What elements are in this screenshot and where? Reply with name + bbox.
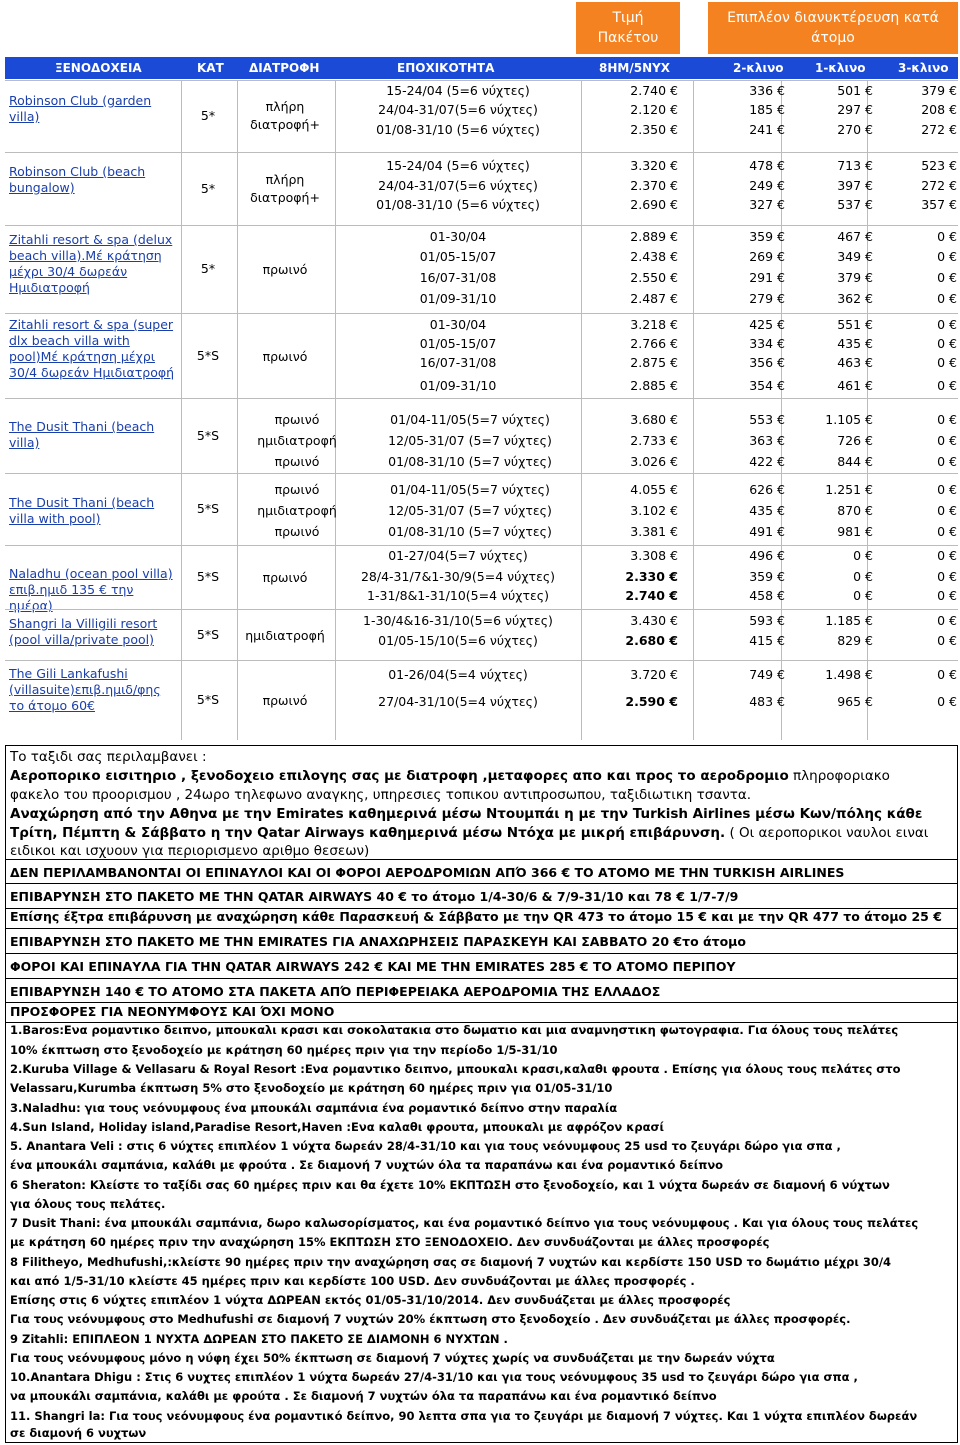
table-row — [5, 102, 958, 121]
row-single-price: 726 € — [837, 433, 873, 448]
table-row — [5, 229, 958, 248]
row-package-price: 3.102 € — [630, 503, 678, 518]
row-season: 27/04-31/10(5=4 νύχτες) — [378, 694, 538, 709]
offer-line: Velassaru,Kurumba έκπτωση 5% στο ξενοδοχείο με κράτηση 60 ημέρες πριν για 01/05-31/10 — [10, 1081, 613, 1095]
row-season: 12/05-31/07 (5=7 νύχτες) — [388, 433, 552, 448]
row-double-price: 359 € — [749, 229, 785, 244]
header-season: ΕΠΟΧΙΚΟΤΗΤΑ — [397, 61, 495, 75]
row-triple-price: 0 € — [937, 355, 957, 370]
row-double-price: 359 € — [749, 569, 785, 584]
row-package-price: 3.430 € — [630, 613, 678, 628]
row-single-price: 1.105 € — [825, 412, 873, 427]
row-package-price: 2.740 € — [625, 588, 678, 603]
info-fares-note-2: ειδικοι και ισχυουν για περιορισμενο αριθμο θεσεων) — [10, 843, 370, 859]
row-season: 01/05-15/07 — [419, 249, 497, 264]
offers-title: ΠΡΟΣΦΟΡΕΣ ΓΙΑ ΝΕΟΝΥΜΦΟΥΣ ΚΑΙ ΌΧΙ ΜΟΝΟ — [10, 1004, 335, 1019]
table-row — [5, 270, 958, 289]
row-triple-price: 0 € — [937, 667, 957, 682]
offer-line: να μπουκάλι σαμπάνια, καλάθι με φρούτα . Σε διαμονή 7 νυχτών όλα τα παραπάνω και ένα ρομαντικό δείπνο — [10, 1389, 717, 1403]
row-season: 12/05-31/07 (5=7 νύχτες) — [388, 503, 552, 518]
note-emirates-surcharge: ΕΠΙΒΑΡΥΝΣΗ ΣΤΟ ΠΑΚΕΤΟ ΜΕ ΤΗΝ EMIRATES ΓΙΑ ΑΝΑΧΩΡΗΣΕΙΣ ΠΑΡΑΣΚΕΥΗ ΚΑΙ ΣΑΒΒΑΤΟ 20 €το άτομο — [10, 934, 746, 949]
row-single-price: 965 € — [837, 694, 873, 709]
table-row — [5, 83, 958, 102]
info-fares-note: ( Οι αεροπορικοι ναυλοι ειναι — [725, 825, 929, 841]
hotel-name-link[interactable]: Shangri la Villigili resort (pool villa/private pool) — [9, 616, 158, 647]
row-single-price: 362 € — [837, 291, 873, 306]
hotel-name-link[interactable]: Zitahli resort & spa (delux beach villa).Μέ κράτηση μέχρι 30/4 δωρεάν Ημιδιατροφή — [9, 232, 173, 295]
row-season: 01/05-15/10(5=6 νύχτες) — [378, 633, 538, 648]
table-row — [5, 378, 958, 397]
hotel-group — [5, 80, 958, 153]
hotel-name-link[interactable]: The Gili Lankafushi (villasuite)επιβ.ημιδ/φης το άτομο 60€ — [9, 666, 161, 713]
row-single-price: 0 € — [853, 569, 873, 584]
row-season: 16/07-31/08 — [419, 355, 497, 370]
hotel-board: πρωινό — [262, 262, 308, 277]
row-single-price: 537 € — [837, 197, 873, 212]
row-single-price: 981 € — [837, 524, 873, 539]
hotel-name-link[interactable]: Robinson Club (garden villa) — [9, 93, 152, 124]
row-season: 01-30/04 — [429, 229, 487, 244]
row-triple-price: 0 € — [937, 503, 957, 518]
row-board: πρωινό — [274, 412, 320, 427]
row-triple-price: 0 € — [937, 524, 957, 539]
note-regional: ΕΠΙΒΑΡΥΝΣΗ 140 € ΤΟ ΑΤΟΜΟ ΣΤΑ ΠΑΚΕΤΑ ΑΠΌ ΠΕΡΙΦΕΡΕΙΑΚΑ ΑΕΡΟΔΡΟΜΙΑ ΤΗΣ ΕΛΛΑΔΟΣ — [10, 984, 661, 999]
offer-line: 7 Dusit Thani: ένα μπουκάλι σαμπάνια, δωρο καλωσορίσματος, και ένα ρομαντικό δείπνο για τους νεόνυμφους . Και για όλους τους πελάτες — [10, 1216, 919, 1230]
hotel-group — [5, 313, 958, 399]
row-season: 1-31/8&1-31/10(5=4 νύχτες) — [367, 588, 549, 603]
row-triple-price: 0 € — [937, 229, 957, 244]
hotel-category: 5* — [200, 180, 216, 196]
hotel-board: πλήρη διατροφή+ — [250, 171, 320, 205]
row-triple-price: 0 € — [937, 317, 957, 332]
row-triple-price: 208 € — [921, 102, 957, 117]
info-departure-2 — [10, 825, 928, 841]
row-double-price: 356 € — [749, 355, 785, 370]
row-single-price: 379 € — [837, 270, 873, 285]
row-package-price: 2.438 € — [630, 249, 678, 264]
row-double-price: 491 € — [749, 524, 785, 539]
row-double-price: 354 € — [749, 378, 785, 393]
row-double-price: 553 € — [749, 412, 785, 427]
header-board: ΔΙΑΤΡΟΦΗ — [249, 61, 320, 75]
offer-line: ένα μπουκάλι σαμπάνια, καλάθι με φρούτα . Σε διαμονή 7 νυχτών όλα τα παραπάνω και ένα ρομαντικό δείπνο — [10, 1158, 724, 1172]
row-double-price: 291 € — [749, 270, 785, 285]
row-package-price: 3.381 € — [630, 524, 678, 539]
hotel-group — [5, 609, 958, 661]
hotel-name-link[interactable]: Zitahli resort & spa (super dlx beach villa with pool)Μέ κράτηση μέχρι 30/4 δωρεάν Ημιδιατροφή — [9, 317, 175, 380]
row-package-price: 2.875 € — [630, 355, 678, 370]
row-season: 24/04-31/07(5=6 νύχτες) — [378, 178, 538, 193]
row-double-price: 626 € — [749, 482, 785, 497]
row-triple-price: 0 € — [937, 378, 957, 393]
row-triple-price: 0 € — [937, 588, 957, 603]
row-double-price: 241 € — [749, 122, 785, 137]
row-single-price: 1.185 € — [825, 613, 873, 628]
row-double-price: 496 € — [749, 548, 785, 563]
info-intro: Το ταξιδι σας περιλαμβανει : — [10, 749, 207, 765]
row-double-price: 425 € — [749, 317, 785, 332]
hotel-category: 5* — [200, 108, 216, 123]
row-single-price: 1.498 € — [825, 667, 873, 682]
row-triple-price: 0 € — [937, 270, 957, 285]
table-row — [5, 588, 958, 607]
info-includes — [10, 768, 890, 784]
row-season: 01-26/04(5=4 νύχτες) — [388, 667, 528, 682]
row-season: 01/09-31/10 — [419, 291, 497, 306]
hotel-board: πρωινό — [262, 570, 308, 585]
row-package-price: 2.487 € — [630, 291, 678, 306]
row-single-price: 844 € — [837, 454, 873, 469]
hotel-group — [5, 545, 958, 613]
row-triple-price: 0 € — [937, 291, 957, 306]
row-double-price: 458 € — [749, 588, 785, 603]
table-header — [5, 57, 958, 79]
row-triple-price: 0 € — [937, 548, 957, 563]
row-board: πρωινό — [274, 454, 320, 469]
row-triple-price: 0 € — [937, 694, 957, 709]
row-single-price: 435 € — [837, 336, 873, 351]
table-row — [5, 569, 958, 588]
offer-line: 2.Kuruba Village & Vellasaru & Royal Resort :Ενα ρομαντικο δειπνο, μπουκαλι κρασι,καλαθι φρουτα . Επίσης για όλους τους πελάτες στο — [10, 1062, 901, 1076]
row-package-price: 2.120 € — [630, 102, 678, 117]
hotel-category: 5*S — [196, 569, 220, 584]
hotel-name-link[interactable]: Robinson Club (beach bungalow) — [9, 164, 146, 195]
extra-night-label-2: άτομο — [811, 30, 855, 46]
row-single-price: 713 € — [837, 158, 873, 173]
row-package-price: 3.308 € — [630, 548, 678, 563]
divider — [6, 953, 957, 954]
table-row — [5, 482, 958, 501]
row-double-price: 593 € — [749, 613, 785, 628]
row-single-price: 551 € — [837, 317, 873, 332]
table-row — [5, 249, 958, 268]
divider — [6, 883, 957, 884]
table-row — [5, 178, 958, 197]
row-season: 01/08-31/10 (5=7 νύχτες) — [388, 454, 552, 469]
row-double-price: 336 € — [749, 83, 785, 98]
hotel-board: πρωινό — [262, 348, 308, 364]
hotel-group — [5, 152, 958, 226]
header-category: ΚΑΤ — [197, 61, 224, 75]
row-triple-price: 272 € — [921, 178, 957, 193]
table-row — [5, 633, 958, 652]
offer-line: Για τους νεόνυμφους στο Medhufushi σε διαμονή 7 νυχτών 20% έκπτωση στο ξενοδοχείο . Δεν συνδυάζεται με άλλες προσφορές. — [10, 1312, 851, 1326]
row-double-price: 249 € — [749, 178, 785, 193]
row-package-price: 3.680 € — [630, 412, 678, 427]
hotel-category: 5* — [200, 261, 216, 276]
info-includes-main: Αεροπορικο εισιτηριο , ξενοδοχειο επιλογης σας με διατροφη ,μεταφορες απο και προς το αεροδρομιο — [10, 768, 789, 784]
row-double-price: 749 € — [749, 667, 785, 682]
row-season: 28/4-31/7&1-30/9(5=4 νύχτες) — [360, 569, 556, 584]
row-triple-price: 0 € — [937, 412, 957, 427]
row-triple-price: 0 € — [937, 249, 957, 264]
row-single-price: 1.251 € — [825, 482, 873, 497]
row-double-price: 363 € — [749, 433, 785, 448]
table-row — [5, 412, 958, 431]
row-package-price: 3.320 € — [630, 158, 678, 173]
row-triple-price: 0 € — [937, 613, 957, 628]
hotel-name-link[interactable]: The Dusit Thani (beach villa) — [9, 419, 155, 450]
info-includes-extra: πληροφοριακο — [788, 768, 890, 784]
header-hotels: ΞΕΝΟΔΟΧΕΙΑ — [55, 61, 142, 75]
row-package-price: 3.218 € — [630, 317, 678, 332]
table-row — [5, 548, 958, 567]
row-season: 16/07-31/08 — [419, 270, 497, 285]
row-package-price: 2.740 € — [630, 83, 678, 98]
table-row — [5, 317, 958, 336]
hotel-category: 5*S — [196, 626, 220, 642]
top-bar — [0, 0, 960, 56]
row-double-price: 478 € — [749, 158, 785, 173]
hotel-category: 5*S — [196, 501, 220, 516]
row-single-price: 270 € — [837, 122, 873, 137]
offer-line: Επίσης στις 6 νύχτες επιπλέον 1 νύχτα ΔΩΡΕΑΝ εκτός 01/05-31/10/2014. Δεν συνδυάζεται με άλλες προσφορές — [10, 1293, 731, 1307]
extra-night-label-1: Επιπλέον διανυκτέρευση κατά — [727, 10, 939, 26]
offer-line: Για τους νεόνυμφους μόνο η νύφη έχει 50% έκπτωση σε διαμονή 7 νύχτες χωρίς να συνδυάζεται με την δωρεάν νύχτα — [10, 1351, 775, 1365]
hotel-board: ημιδιατροφή — [245, 627, 325, 643]
row-package-price: 2.885 € — [630, 378, 678, 393]
package-price-header — [576, 2, 680, 54]
row-package-price: 2.350 € — [630, 122, 678, 137]
package-price-label-2: Πακέτου — [597, 30, 659, 46]
row-triple-price: 0 € — [937, 433, 957, 448]
row-single-price: 0 € — [853, 588, 873, 603]
row-single-price: 397 € — [837, 178, 873, 193]
table-row — [5, 691, 958, 713]
table-row — [5, 524, 958, 543]
row-double-price: 185 € — [749, 102, 785, 117]
row-single-price: 0 € — [853, 548, 873, 563]
hotel-category: 5*S — [196, 347, 220, 363]
hotel-group — [5, 473, 958, 546]
offer-line: 1.Baros:Ενα ρομαντικο δειπνο, μπουκαλι κρασι και σοκολατακια στο δωματιο και μια αναμνηστικη φωτογραφια. Για όλους τους πελάτες — [10, 1023, 899, 1037]
row-package-price: 3.720 € — [630, 667, 678, 682]
row-package-price: 2.680 € — [625, 633, 678, 648]
row-package-price: 2.889 € — [630, 229, 678, 244]
row-package-price: 2.690 € — [630, 197, 678, 212]
row-double-price: 483 € — [749, 694, 785, 709]
row-single-price: 467 € — [837, 229, 873, 244]
row-package-price: 2.330 € — [625, 569, 678, 584]
hotel-name-link[interactable]: Naladhu (ocean pool villa) επιβ.ημιδ 135 € την ημέρα) — [9, 566, 173, 613]
row-single-price: 870 € — [837, 503, 873, 518]
hotel-category: 5*S — [196, 427, 220, 443]
row-triple-price: 0 € — [937, 633, 957, 648]
offer-line: 6 Sheraton: Κλείστε το ταξίδι σας 60 ημέρες πριν και θα έχετε 10% ΕΚΠΤΩΣΗ στο ξενοδοχείο, και 1 νύχτα δωρεάν σε διαμονή 6 νύχτων — [10, 1178, 890, 1192]
row-double-price: 327 € — [749, 197, 785, 212]
row-package-price: 2.370 € — [630, 178, 678, 193]
row-season: 01/08-31/10 (5=6 νύχτες) — [376, 197, 540, 212]
offer-line: 10% έκπτωση στο ξενοδοχείο με κράτηση 60 ημέρες πριν για την περίοδο 1/5-31/10 — [10, 1043, 558, 1057]
offer-line: 8 Filitheyo, Medhufushi,:κλείστε 90 ημέρες πριν την αναχώρηση σας σε διαμονή 7 νυχτών και κερδίστε 150 USD το δωμάτιο μέχρι 30/4 — [10, 1255, 892, 1269]
row-triple-price: 0 € — [937, 454, 957, 469]
row-season: 01/09-31/10 — [419, 378, 497, 393]
offer-line: 9 Zitahli: ΕΠΙΠΛΕΟΝ 1 ΝΥΧΤΑ ΔΩΡΕΑΝ ΣΤΟ ΠΑΚΕΤΟ ΣΕ ΔΙΑΜΟΝΗ 6 ΝΥΧΤΩΝ . — [10, 1332, 508, 1346]
offer-line: 10.Anantara Dhigu : Στις 6 νυχτες επιπλέον 1 νύχτα δωρεάν 27/4-31/10 και για τους νεόνυμφους 35 usd το ζευγάρι δώρο για σπα , — [10, 1370, 858, 1384]
table-row — [5, 122, 958, 141]
row-triple-price: 272 € — [921, 122, 957, 137]
info-departure-days: Τρίτη, Πέμπτη & Σάββατο η την Qatar Airways καθημερινά μέσω Ντόχα με μικρή επιβάρυνση. — [10, 825, 726, 841]
header-double: 2-κλινο — [733, 61, 784, 75]
row-double-price: 269 € — [749, 249, 785, 264]
row-double-price: 415 € — [749, 633, 785, 648]
row-single-price: 463 € — [837, 355, 873, 370]
row-package-price: 2.590 € — [625, 694, 678, 709]
row-package-price: 3.026 € — [630, 454, 678, 469]
row-season: 01/04-11/05(5=7 νύχτες) — [390, 482, 550, 497]
hotel-category: 5*S — [196, 691, 220, 707]
note-taxes-turkish: ΔΕΝ ΠΕΡΙΛΑΜΒΑΝΟΝΤΑΙ ΟΙ ΕΠΙΝΑΥΛΟΙ ΚΑΙ ΟΙ ΦΟΡΟΙ ΑΕΡΟΔΡΟΜΙΩΝ ΑΠΌ 366 € ΤΟ ΑΤΟΜΟ ΜΕ ΤΗΝ TURKISH AIRLINES — [10, 865, 845, 880]
row-triple-price: 379 € — [921, 83, 957, 98]
row-single-price: 829 € — [837, 633, 873, 648]
package-price-label-1: Τιμή — [612, 10, 644, 26]
row-package-price: 4.055 € — [630, 482, 678, 497]
row-board: ημιδιατροφή — [257, 503, 337, 518]
row-triple-price: 523 € — [921, 158, 957, 173]
hotel-group — [5, 660, 958, 740]
row-double-price: 435 € — [749, 503, 785, 518]
note-taxes: ΦΟΡΟΙ ΚΑΙ ΕΠΙΝΑΥΛΑ ΓΙΑ ΤΗΝ QATAR AIRWAYS 242 € ΚΑΙ ΜΕ ΤΗΝ EMIRATES 285 € ΤΟ ΑΤΟΜΟ ΠΕΡΙΠΟΥ — [10, 959, 736, 974]
table-row — [5, 336, 958, 355]
offer-line: σε διαμονή 6 νυχτων — [10, 1426, 147, 1440]
hotel-board: πρωινό — [262, 692, 308, 708]
offer-line: 11. Shangri la: Για τους νεόνυμφους ένα ρομαντικό δείπνο, 90 λεπτα σπα για το ζευγάρι με διαμονή 7 νύχτες. Και 1 νύχτα επιπλέον δωρεάν — [10, 1409, 918, 1423]
row-season: 15-24/04 (5=6 νύχτες) — [386, 83, 530, 98]
row-single-price: 501 € — [837, 83, 873, 98]
offer-line: και από 1/5-31/10 κλείστε 45 ημέρες πριν και κερδίστε 100 USD. Δεν συνδυάζονται με άλλες προσφορές . — [10, 1274, 695, 1288]
offer-line: με κράτηση 60 ημέρες πριν την αναχώρηση 15% ΕΚΠΤΩΣΗ ΣΤΟ ΞΕΝΟΔΟΧΕΙΟ. Δεν συνδυάζονται με άλλες προσφορές — [10, 1235, 770, 1249]
offer-line: 3.Naladhu: για τους νεόνυμφους ένα μπουκάλι σαμπάνια ένα ρομαντικό δείπνο στην παραλία — [10, 1101, 618, 1115]
row-triple-price: 0 € — [937, 569, 957, 584]
table-row — [5, 667, 958, 686]
row-season: 01-30/04 — [429, 317, 487, 332]
price-table — [5, 80, 958, 744]
hotel-group — [5, 225, 958, 314]
row-double-price: 279 € — [749, 291, 785, 306]
hotel-group — [5, 398, 958, 474]
info-includes-2: φακελο του προορισμου , 24ωρο τηλεφωνο αναγκης, υπηρεσιες τοπικου αντιπροσωπου, ταξιδιωτικη τσαντα. — [10, 787, 752, 803]
offer-line: για όλους τους πελάτες. — [10, 1197, 166, 1211]
row-single-price: 297 € — [837, 102, 873, 117]
row-package-price: 2.550 € — [630, 270, 678, 285]
divider — [6, 978, 957, 979]
row-season: 01/05-15/07 — [419, 336, 497, 351]
row-season: 01/08-31/10 (5=6 νύχτες) — [376, 122, 540, 137]
row-season: 01/08-31/10 (5=7 νύχτες) — [388, 524, 552, 539]
table-row — [5, 613, 958, 632]
row-package-price: 2.733 € — [630, 433, 678, 448]
offer-line: 4.Sun Island, Holiday island,Paradise Resort,Haven :Ενα καλαθι φρουτα, μπουκαλι με αφρόζον κρασί — [10, 1120, 664, 1134]
row-double-price: 334 € — [749, 336, 785, 351]
divider — [6, 1002, 957, 1003]
row-season: 01/04-11/05(5=7 νύχτες) — [390, 412, 550, 427]
row-season: 1-30/4&16-31/10(5=6 νύχτες) — [363, 613, 553, 628]
table-row — [5, 291, 958, 310]
hotel-name-link[interactable]: The Dusit Thani (beach villa with pool) — [9, 495, 155, 526]
row-season: 01-27/04(5=7 νύχτες) — [388, 548, 528, 563]
info-departure: Αναχώρηση από την Αθηνα με την Emirates καθημερινά μέσω Ντουμπάι η με την Turkish Airlines μέσω Κων/πόλης κάθε — [10, 806, 923, 822]
row-triple-price: 0 € — [937, 482, 957, 497]
row-single-price: 349 € — [837, 249, 873, 264]
table-row — [5, 158, 958, 177]
header-package: 8ΗΜ/5ΝΥΧ — [599, 61, 671, 75]
table-row — [5, 454, 958, 473]
row-season: 15-24/04 (5=6 νύχτες) — [386, 158, 530, 173]
note-qatar-surcharge: ΕΠΙΒΑΡΥΝΣΗ ΣΤΟ ΠΑΚΕΤΟ ΜΕ ΤΗΝ QATAR AIRWAYS 40 € το άτομο 1/4-30/6 & 7/9-31/10 και 78 € 1/7-7/9 — [10, 889, 739, 904]
row-season: 24/04-31/07(5=6 νύχτες) — [378, 102, 538, 117]
table-row — [5, 503, 958, 522]
divider — [6, 928, 957, 929]
note-qatar-extra: Επίσης έξτρα επιβάρυνση με αναχώρηση κάθε Παρασκευή & Σάββατο με την QR 473 το άτομο 15 € και με την QR 477 το άτομο 25 € — [10, 909, 942, 924]
row-single-price: 461 € — [837, 378, 873, 393]
offer-line: 5. Anantara Veli : στις 6 νύχτες επιπλέον 1 νύχτα δωρεάν 28/4-31/10 και για τους νεόνυμφους 25 usd το ζευγάρι δώρο για σπα , — [10, 1139, 841, 1153]
info-box — [5, 745, 958, 1443]
extra-night-header — [708, 2, 958, 54]
row-board: ημιδιατροφή — [257, 433, 337, 448]
row-triple-price: 357 € — [921, 197, 957, 212]
row-package-price: 2.766 € — [630, 336, 678, 351]
header-triple: 3-κλινο — [898, 61, 949, 75]
row-board: πρωινό — [274, 482, 320, 497]
table-row — [5, 355, 958, 374]
row-board: πρωινό — [274, 524, 320, 539]
row-triple-price: 0 € — [937, 336, 957, 351]
table-row — [5, 197, 958, 216]
row-double-price: 422 € — [749, 454, 785, 469]
hotel-board: πλήρη διατροφή+ — [250, 99, 320, 132]
table-row — [5, 433, 958, 452]
header-single: 1-κλινο — [815, 61, 866, 75]
